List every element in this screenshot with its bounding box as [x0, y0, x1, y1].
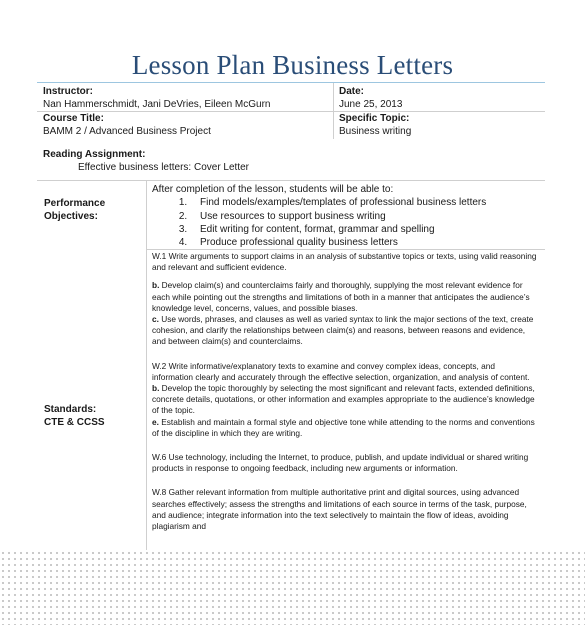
standard-w2-e: [152, 417, 537, 439]
specific-topic-label: Specific Topic:: [339, 113, 410, 124]
objective-item: 4. Produce professional quality business letters: [190, 236, 486, 249]
reading-assignment-value: Effective business letters: Cover Letter: [78, 162, 250, 173]
page-title: Lesson Plan Business Letters: [131, 50, 454, 80]
objectives-intro: After completion of the lesson, students will be able to:: [152, 184, 394, 195]
standard-w1-b-key: b.: [152, 280, 160, 291]
standard-w2-b-key: b.: [152, 383, 160, 394]
objective-item: 1. Find models/examples/templates of professional business letters: [190, 196, 486, 209]
standard-w6: W.6 Use technology, including the Internet, to produce, publish, and update individual or shared writing products in response to ongoing feedback, including new arguments or information.: [152, 452, 529, 474]
reading-assignment-label: Reading Assignment:: [43, 149, 146, 160]
header-row-divider: [37, 111, 545, 112]
course-title-value: BAMM 2 / Advanced Business Project: [43, 126, 211, 137]
section-divider: [37, 180, 545, 181]
date-label: Date:: [339, 86, 365, 97]
standard-w1: W.1 Write arguments to support claims in an analysis of substantive topics or texts, using valid reasoning and relevant and sufficient evidence.: [152, 251, 537, 273]
objectives-row-divider: [146, 249, 545, 250]
instructor-value: Nan Hammerschmidt, Jani DeVries, Eileen McGurn: [43, 99, 271, 110]
instructor-label: Instructor:: [43, 86, 93, 97]
performance-objectives-label-line2: Objectives:: [44, 211, 98, 222]
objective-item: 2. Use resources to support business writing: [190, 210, 486, 223]
course-title-label: Course Title:: [43, 113, 104, 124]
standards-label: [44, 403, 105, 429]
standards-label-line2: CTE & CCSS: [44, 417, 105, 428]
standard-w2: W.2 Write informative/explanatory texts to examine and convey complex ideas, concepts, and information clearly and accurately through the effective selection, organization, and analysis of content.: [152, 360, 530, 382]
standard-w1-c-key: c.: [152, 314, 159, 325]
standard-w1-c-text: Use words, phrases, and clauses as well as varied syntax to link the major sections of the text, create cohesion, and clarify the relationships between claim(s) and reasons, between reasons and evidence, and between claim(s) and counterclaims.: [152, 314, 534, 347]
dotted-overlay: [0, 550, 585, 625]
performance-objectives-label: [44, 197, 105, 223]
standard-w8: W.8 Gather relevant information from multiple authoritative print and digital sources, using advanced searches effectively; assess the strengths and limitations of each source in terms of the task, purpose, and audience; integrate information into the text selectively to maintain the flow of ideas, avoiding plagiarism and: [152, 487, 527, 532]
standard-w1-c: [152, 314, 537, 348]
standard-w2-b: [152, 383, 537, 417]
objectives-content: [152, 183, 486, 249]
performance-objectives-label-line1: Performance: [44, 198, 106, 209]
standards-label-line1: Standards:: [44, 404, 97, 415]
date-value: June 25, 2013: [339, 99, 403, 110]
specific-topic-value: Business writing: [339, 126, 412, 137]
standard-w1-b: [152, 280, 537, 314]
standard-w2-e-key: e.: [152, 416, 159, 427]
objectives-column-divider: [146, 181, 147, 250]
standard-w1-b-text: Develop claim(s) and counterclaims fairly and thoroughly, supplying the most relevant evidence for each while pointing out the strengths and limitations of both in a manner that anticipates the audience’s knowledge level, concerns, values, and possible biases.: [152, 280, 530, 313]
standard-w2-e-text: Establish and maintain a formal style and objective tone while attending to the norms and conventions of the discipline in which they are writing.: [152, 416, 535, 438]
standard-w2-b-text: Develop the topic thoroughly by selecting the most significant and relevant facts, extended definitions, concrete details, quotations, or other information and examples appropriate to the audience’s knowledge of the topic.: [152, 383, 535, 416]
title-rule: [37, 82, 545, 83]
standards-content: [152, 251, 537, 539]
objectives-list: [152, 196, 486, 249]
standards-column-divider: [146, 250, 147, 550]
objective-item: 3. Edit writing for content, format, grammar and spelling: [190, 223, 486, 236]
